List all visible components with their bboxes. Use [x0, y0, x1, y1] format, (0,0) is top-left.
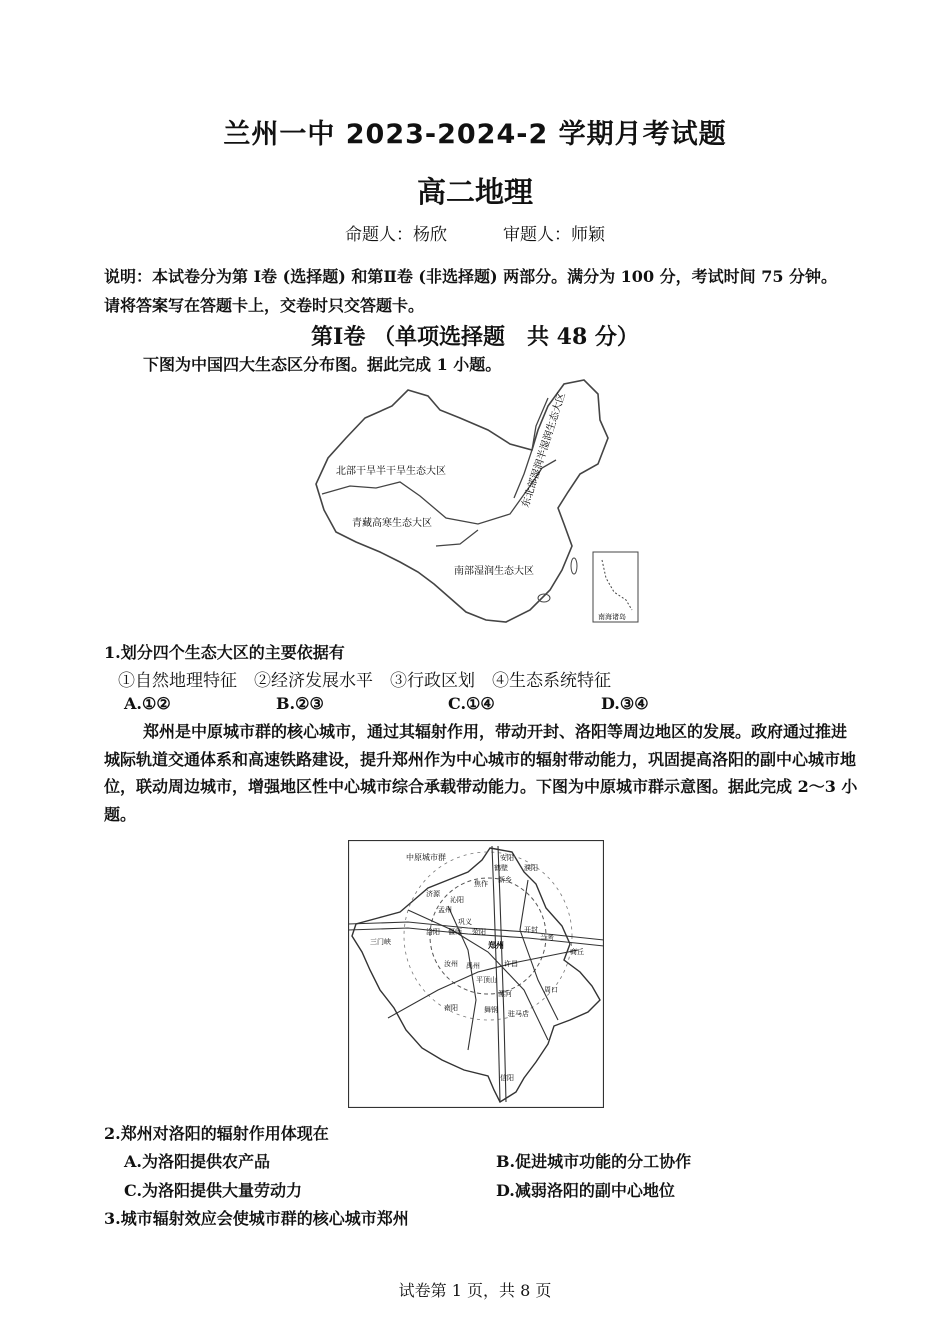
- city-yuzhou: 禹州: [466, 962, 480, 970]
- boundary-tibet: [436, 530, 478, 546]
- label-south: 南部湿润生态大区: [454, 566, 534, 577]
- section-title: 第Ⅰ卷 （单项选择题 共 48 分）: [311, 324, 639, 350]
- q2-option-c[interactable]: C.为洛阳提供大量劳动力: [124, 1181, 303, 1200]
- city-pingdingshan: 平顶山: [476, 976, 497, 984]
- city-xinyang: 信阳: [500, 1074, 514, 1082]
- city-jiaozuo: 焦作: [474, 880, 488, 888]
- central-plains-map: [348, 840, 604, 1108]
- city-zhumadian: 驻马店: [508, 1010, 529, 1018]
- city-zhengzhou: 郑州: [488, 941, 504, 950]
- city-qinyang: 沁阳: [450, 896, 464, 904]
- inset-label: 南海诸岛: [598, 613, 626, 621]
- city-ruzhou: 汝州: [444, 960, 458, 968]
- q1-items: ①自然地理特征 ②经济发展水平 ③行政区划 ④生态系统特征: [118, 671, 611, 691]
- city-kaifeng: 开封: [524, 926, 538, 934]
- q1-option-c[interactable]: C.①④: [448, 694, 495, 713]
- label-tibet: 青藏高寒生态大区: [352, 518, 432, 529]
- exam-title: 兰州一中 2023-2024-2 学期月考试题: [223, 119, 727, 150]
- city-mengzhou: 孟州: [438, 906, 452, 914]
- city-xinxiang: 新乡: [498, 876, 512, 884]
- q2-stem: 2.郑州对洛阳的辐射作用体现在: [104, 1124, 329, 1143]
- city-puyang: 濮阳: [524, 864, 538, 872]
- q1-stem: 1.划分四个生态大区的主要依据有: [104, 643, 345, 662]
- city-anyang: 安阳: [500, 854, 514, 862]
- page-footer: 试卷第 1 页，共 8 页: [398, 1281, 552, 1300]
- city-xuchang: 许昌: [504, 960, 518, 968]
- city-zhoukou: 周口: [544, 986, 558, 994]
- q3-stem: 3.城市辐射效应会使城市群的核心城市郑州: [104, 1209, 409, 1228]
- label-north: 北部干旱半干旱生态大区: [336, 466, 446, 477]
- city-lankao: 兰考: [540, 934, 554, 942]
- city-wugang: 舞钢: [484, 1006, 498, 1014]
- city-jiyuan: 济源: [426, 890, 440, 898]
- q1-option-a[interactable]: A.①②: [124, 694, 171, 713]
- city-yanshi: 偃师: [448, 928, 462, 936]
- city-gongyi: 巩义: [458, 918, 472, 926]
- map2-title: 中原城市群: [406, 853, 446, 862]
- q1-option-b[interactable]: B.②③: [276, 694, 324, 713]
- subject-title: 高二地理: [416, 175, 533, 209]
- author: 命题人：杨欣: [345, 225, 447, 245]
- city-sanmenxia: 三门峡: [370, 938, 391, 946]
- label-northeast: 东北部湿润半湿润生态大区: [520, 391, 568, 509]
- city-nanyang: 南阳: [444, 1004, 458, 1012]
- city-hebi: 鹤壁: [494, 864, 508, 872]
- q2-option-a[interactable]: A.为洛阳提供农产品: [124, 1152, 270, 1171]
- city-luoyang: 洛阳: [426, 928, 440, 936]
- city-shangqiu: 商丘: [570, 948, 584, 956]
- q1-option-d[interactable]: D.③④: [601, 694, 649, 713]
- instructions: 说明：本试卷分为第 Ⅰ卷 (选择题) 和第Ⅱ卷 (非选择题) 两部分。满分为 100 分，考试时间 75 分钟。请将答案写在答题卡上，交卷时只交答题卡。: [104, 267, 838, 315]
- intro-q1: 下图为中国四大生态区分布图。据此完成 1 小题。: [143, 355, 502, 374]
- q2-option-d[interactable]: D.减弱洛阳的副中心地位: [496, 1181, 675, 1200]
- south-sea-inset: [593, 552, 638, 622]
- china-eco-map: [310, 378, 645, 628]
- taiwan-island: [571, 558, 577, 574]
- city-luohe: 漯河: [498, 990, 512, 998]
- reviewer: 审题人：师颖: [503, 225, 605, 245]
- passage-q2-3: 郑州是中原城市群的核心城市，通过其辐射作用，带动开封、洛阳等周边地区的发展。政府通过推进城际轨道交通体系和高速铁路建设，提升郑州作为中心城市的辐射带动能力，巩固提高洛阳的副中心城市地位，联动周边城市，增强地区性中心城市综合承载带动能力。下图为中原城市群示意图。据此完成 2～3 小题。: [104, 722, 858, 824]
- authors-line: [0, 220, 950, 245]
- china-outline: [316, 380, 608, 622]
- city-xingyang: 荥阳: [472, 928, 486, 936]
- q2-option-b[interactable]: B.促进城市功能的分工协作: [496, 1152, 692, 1171]
